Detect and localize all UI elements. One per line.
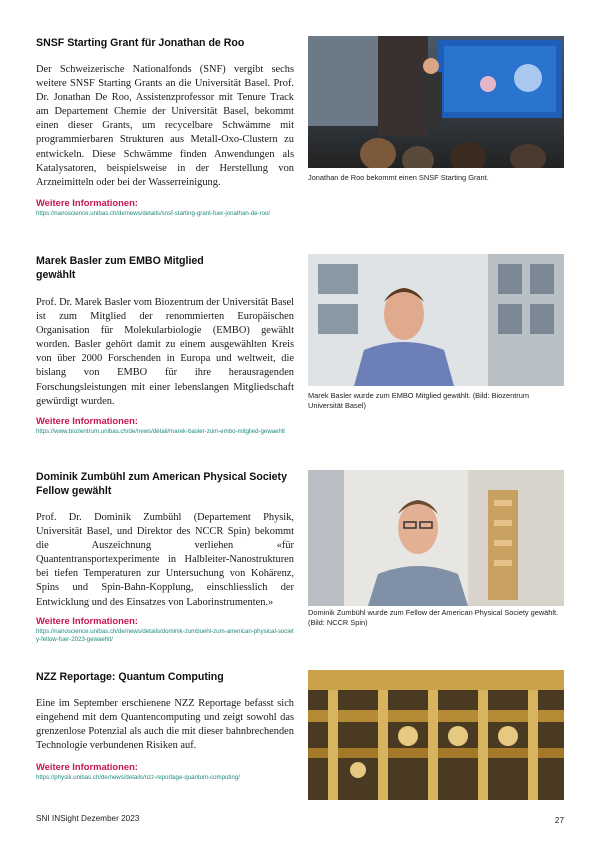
- article-body: Eine im September erschienene NZZ Reportage befasst sich eingehend mit dem Quantencomputing und zeigt sowohl das grenzenlose Potenzial als auch die mit dieser bahnbrechenden Technologie verbundenen Risiken auf.: [36, 698, 294, 752]
- article-text-column: [36, 254, 294, 436]
- photo-caption: Marek Basler wurde zum EMBO Mitglied gewählt. (Bild: Biozentrum Universität Basel): [308, 391, 529, 410]
- article-body: Prof. Dr. Marek Basler vom Biozentrum der Universität Basel ist zum Mitglied der renommierten Europäischen Organisation für Molekularbiologie (EMBO) gewählt worden. Basler gehört damit zu einem ausgewählten Kreis von über 2000 Forschenden in Europa und weltweit, die bislang von EMBO für ihre herausragenden Forschungsleistungen mit einer lebenslangen Mitgliedschaft gewürdigt wurden.: [36, 297, 294, 407]
- more-info-link[interactable]: https://physik.unibas.ch/de/news/details/nzz-reportage-quantum-computing/: [36, 774, 240, 782]
- more-info-label: Weitere Informationen:: [36, 414, 138, 426]
- article-text-column: [36, 470, 294, 644]
- photo-marek-basler: [308, 254, 564, 386]
- article-title: SNSF Starting Grant für Jonathan de Roo: [36, 37, 245, 49]
- photo-caption: Dominik Zumbühl wurde zum Fellow der American Physical Society gewählt. (Bild: NCCR Spin): [308, 608, 559, 627]
- article-title: Marek Basler zum EMBO Mitglied gewählt: [36, 255, 204, 281]
- more-info-link[interactable]: https://nanoscience.unibas.ch/de/news/details/snsf-starting-grant-fuer-jonathan-de-roo/: [36, 209, 271, 217]
- footer-page-number: 27: [554, 816, 564, 825]
- more-info-link[interactable]: https://nanoscience.unibas.ch/de/news/details/dominik-zumbuehl-zum-american-physical-society-fellow-fuer-2023-gewaehlt/: [36, 627, 294, 644]
- more-info-label: Weitere Informationen:: [36, 614, 138, 626]
- photo-quantum-computer: [308, 670, 564, 800]
- article-title: Dominik Zumbühl zum American Physical Society Fellow gewählt: [36, 471, 287, 497]
- article-text-column: [36, 36, 294, 218]
- footer-publication: SNI INSight Dezember 2023: [36, 814, 140, 823]
- more-info-label: Weitere Informationen:: [36, 761, 138, 773]
- article-body: Der Schweizerische Nationalfonds (SNF) vergibt sechs weitere SNSF Starting Grants an die Universität Basel. Prof. Dr. Jonathan De Roo, Assistenzprofessor mit Tenure Track am Departement Chemie der Universität Basel, bekommt einen dieser Grants, um recycelbare Schwämme mit programmierbaren Strukturen aus Metall-Oxo-Clustern zu entwickeln. Diese Schwämme finden Anwendungen als Katalysatoren, beispielsweise in der Herstellung von Arzneimitteln oder bei der Wasserreinigung.: [36, 64, 294, 188]
- photo-jonathan-de-roo-lecture: [308, 36, 564, 168]
- article-text-column: [36, 670, 294, 783]
- more-info-label: Weitere Informationen:: [36, 196, 138, 208]
- more-info-link[interactable]: https://www.biozentrum.unibas.ch/de/news/detail/marek-basler-zum-embo-mitglied-gewaehlt: [36, 427, 285, 435]
- article-title: NZZ Reportage: Quantum Computing: [36, 671, 224, 683]
- article-body: Prof. Dr. Dominik Zumbühl (Departement Physik, Universität Basel, und Direktor des NCCR Spin) bekommt die Auszeichnung verliehen «für Quantentransportexperimente in Halbleiter-Nanostrukturen bei tiefen Temperaturen zur Untersuchung von Kohärenz, Spins und Spin-Bahn-Kopplung, einschliesslich der Entwicklung und des Einsatzes von Laborinstrumenten.»: [36, 512, 294, 608]
- photo-caption: Jonathan de Roo bekommt einen SNSF Starting Grant.: [308, 173, 489, 182]
- photo-dominik-zumbuehl-lab: [308, 470, 564, 606]
